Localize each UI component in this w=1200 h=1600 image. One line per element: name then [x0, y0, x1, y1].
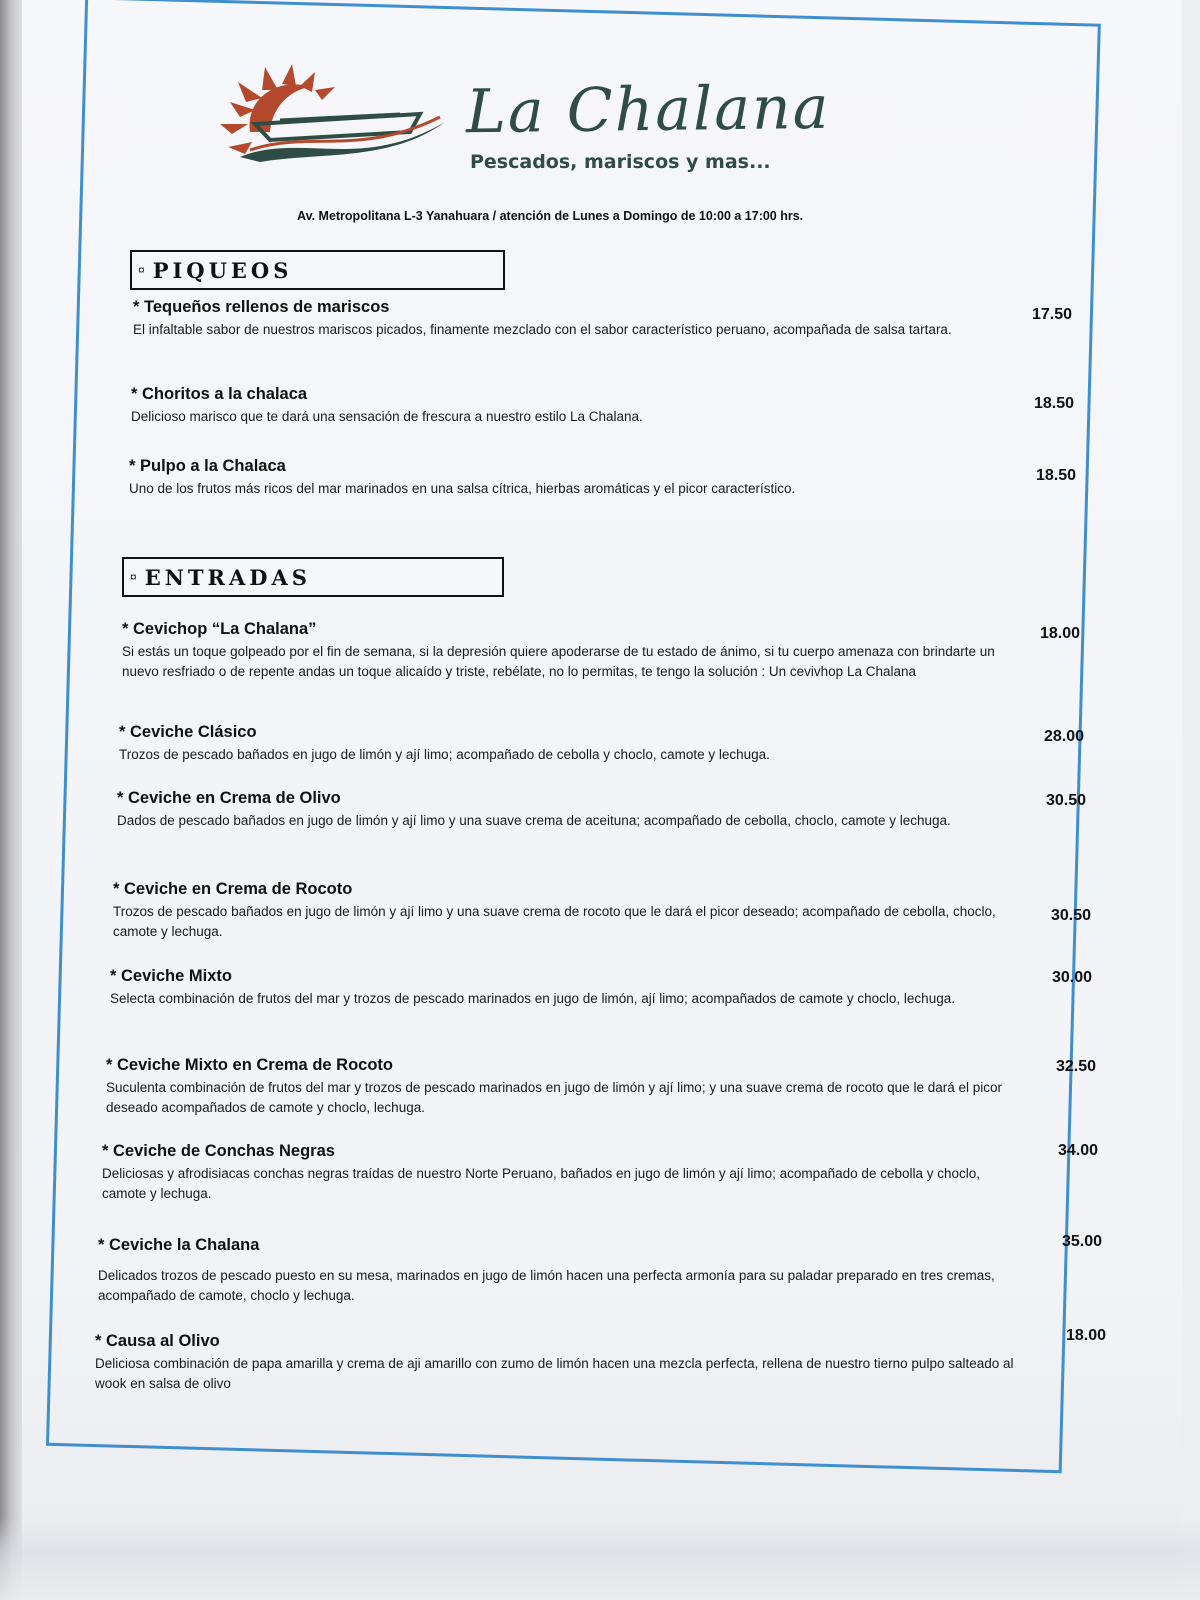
- address-hours: Av. Metropolitana L-3 Yanahuara / atención de Lunes a Domingo de 10:00 a 17:00 hrs.: [297, 209, 804, 223]
- menu-item-description: Suculenta combinación de frutos del mar y trozos de pescado marinados en jugo de limón y ají limo; y una suave crema de rocoto que le dará el picor deseado acompañados de camote y choclo, lechuga.: [106, 1079, 1002, 1116]
- menu-item-name: * Pulpo a la Chalaca: [129, 457, 286, 475]
- menu-item: [129, 457, 1034, 499]
- menu-item-price: 32.50: [1056, 1058, 1097, 1075]
- menu-item-name: * Ceviche la Chalana: [98, 1236, 260, 1254]
- menu-item-price: 30.50: [1046, 792, 1087, 809]
- laminate-edge: [0, 1518, 1200, 1600]
- sun-boat-wave-logo: [210, 62, 460, 182]
- section-header-piqueos: [130, 250, 505, 290]
- menu-item-name: * Ceviche en Crema de Rocoto: [113, 880, 353, 898]
- menu-item-description: Delicioso marisco que te dará una sensación de frescura a nuestro estilo La Chalana.: [131, 408, 643, 424]
- menu-item-price: 18.50: [1034, 395, 1075, 412]
- menu-item-name: * Tequeños rellenos de mariscos: [133, 298, 390, 316]
- menu-item-description: El infaltable sabor de nuestros mariscos picados, finamente mezclado con el sabor característico peruano, acompañada de salsa tartara.: [133, 321, 952, 337]
- menu-item-price: 30.50: [1051, 907, 1092, 924]
- menu-item: [122, 620, 1002, 682]
- menu-item-description: Selecta combinación de frutos del mar y trozos de pescado marinados en jugo de limón, ají limo; acompañados de camote y choclo, lechuga.: [110, 990, 955, 1006]
- menu-item-name: * Ceviche en Crema de Olivo: [117, 789, 341, 807]
- menu-item-price: 30.00: [1052, 969, 1093, 986]
- menu-item-name: * Causa al Olivo: [95, 1332, 220, 1350]
- menu-item-description: Dados de pescado bañados en jugo de limón y ají limo y una suave crema de aceituna; acompañado de cebolla, choclo, camote y lechuga.: [117, 812, 951, 828]
- restaurant-tagline: Pescados, mariscos y mas...: [470, 151, 771, 173]
- menu-item: [102, 1142, 1017, 1204]
- menu-item-description: Trozos de pescado bañados en jugo de limón y ají limo; acompañado de cebolla y choclo, camote y lechuga.: [119, 746, 770, 762]
- menu-item: [110, 967, 1015, 1009]
- menu-item-price: 35.00: [1062, 1233, 1103, 1250]
- menu-item-price: 18.50: [1036, 467, 1077, 484]
- menu-item-description: Uno de los frutos más ricos del mar marinados en una salsa cítrica, hierbas aromáticas y el picor característico.: [129, 480, 796, 496]
- menu-item-name: * Ceviche Mixto: [110, 967, 232, 985]
- menu-item-name: * Ceviche Clásico: [119, 723, 257, 741]
- menu-item-name: * Ceviche de Conchas Negras: [102, 1142, 335, 1160]
- menu-item-name: * Ceviche Mixto en Crema de Rocoto: [106, 1056, 393, 1074]
- menu-item-price: 28.00: [1044, 728, 1085, 745]
- menu-item: [119, 723, 1024, 765]
- menu-item-description: Deliciosas y afrodisiacas conchas negras traídas de nuestro Norte Peruano, bañados en jugo de limón y ají limo; acompañado de cebolla y choclo, camote y lechuga.: [102, 1165, 981, 1202]
- menu-item: [95, 1332, 1025, 1394]
- menu-item-price: 18.00: [1066, 1327, 1107, 1344]
- section-header-entradas: [122, 557, 504, 597]
- menu-item-description: Trozos de pescado bañados en jugo de limón y ají limo y una suave crema de rocoto que le dará el picor deseado; acompañado de cebolla, choclo, camote y lechuga.: [113, 903, 996, 940]
- menu-item: [133, 298, 1038, 340]
- menu-item-description: Si estás un toque golpeado por el fin de semana, si la depresión quiere apoderarse de tu estado de ánimo, si tu cuerpo amenaza con brindarte un nuevo resfriado o de repente andas un toque alicaído y triste, rebélate, no lo permitas, te tengo la solución : Un cevivhop La Chalana: [122, 643, 995, 680]
- menu-item-price: 18.00: [1040, 625, 1081, 642]
- menu-item: [98, 1236, 1023, 1306]
- menu-item-name: * Choritos a la chalaca: [131, 385, 308, 403]
- menu-item-description: Deliciosa combinación de papa amarilla y crema de aji amarillo con zumo de limón hacen una mezcla perfecta, rellena de nuestro tierno pulpo salteado al wook en salsa de olivo: [95, 1355, 1014, 1392]
- menu-item-name: * Cevichop “La Chalana”: [122, 620, 317, 638]
- section-title: ENTRADAS: [144, 564, 311, 590]
- menu-item-price: 34.00: [1058, 1142, 1099, 1159]
- menu-item: [106, 1056, 1016, 1118]
- section-title: PIQUEOS: [152, 257, 293, 283]
- section-bullet-symbol: ¤: [138, 263, 145, 277]
- menu-item-description: Delicados trozos de pescado puesto en su mesa, marinados en jugo de limón hacen una perfecta armonía para su paladar preparado en tres cremas, acompañado de camote, choclo y lechuga.: [98, 1267, 995, 1304]
- section-bullet-symbol: ¤: [130, 570, 137, 584]
- menu-item: [131, 385, 1036, 427]
- menu-item: [117, 789, 1022, 831]
- restaurant-name: La Chalana: [465, 72, 831, 148]
- menu-item-price: 17.50: [1032, 306, 1073, 323]
- menu-item: [113, 880, 1018, 942]
